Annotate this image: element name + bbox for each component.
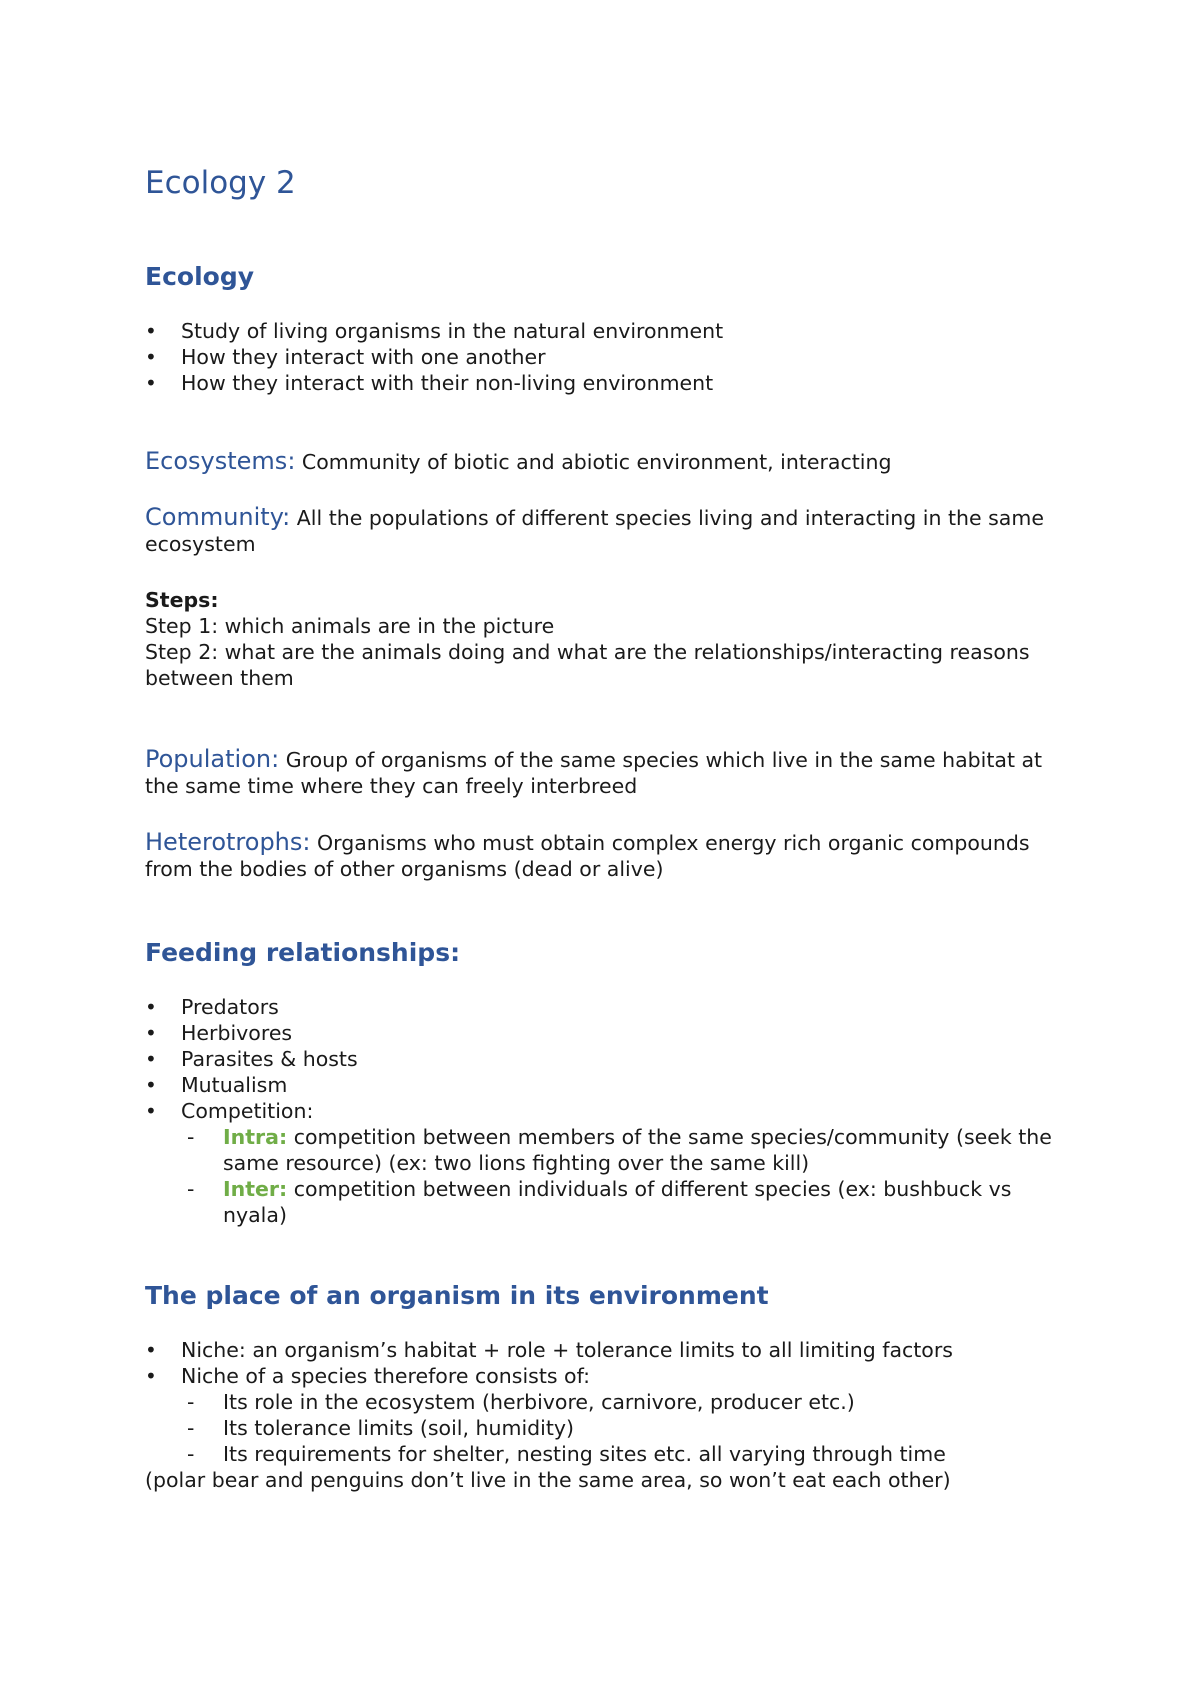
list-item: • Herbivores [145, 1020, 1075, 1046]
niche-note: (polar bear and penguins don’t live in the same area, so won’t eat each other) [145, 1468, 951, 1492]
term-heterotrophs: Heterotrophs: [145, 828, 311, 856]
list-item: - Its requirements for shelter, nesting sites etc. all varying through time [145, 1441, 1075, 1467]
term-ecosystems: Ecosystems: [145, 447, 296, 475]
list-item: - Its tolerance limits (soil, humidity) [145, 1415, 1075, 1441]
competition-intra [145, 1124, 1075, 1176]
list-item: • How they interact with one another [145, 344, 1075, 370]
ecology-list-block [145, 318, 1075, 396]
list-item: • Parasites & hosts [145, 1046, 1075, 1072]
list-item: - Its role in the ecosystem (herbivore, carnivore, producer etc.) [145, 1389, 1075, 1415]
term-community: Community: [145, 503, 291, 531]
list-item: • Study of living organisms in the natural environment [145, 318, 1075, 344]
term-population: Population: [145, 745, 280, 773]
list-item: • Mutualism [145, 1072, 1075, 1098]
feeding-list-block [145, 994, 1075, 1228]
step-2: Step 2: what are the animals doing and what are the relationships/interacting reasons between them [145, 640, 1030, 690]
ecology-list [145, 318, 1075, 396]
intra-text: competition between members of the same species/community (seek the same resource) (ex: two lions fighting over the same kill) [223, 1125, 1052, 1175]
section-heading-ecology: Ecology [145, 262, 255, 291]
steps-label: Steps: [145, 588, 219, 612]
definition-ecosystems: Community of biotic and abiotic environment, interacting [295, 450, 892, 474]
competition-sublist [145, 1124, 1075, 1228]
list-item: • Predators [145, 994, 1075, 1020]
list-item: • Niche: an organism’s habitat + role + tolerance limits to all limiting factors [145, 1337, 1075, 1363]
definition-population: Group of organisms of the same species which live in the same habitat at the same time where they can freely interbreed [145, 748, 1043, 798]
section-heading-feeding: Feeding relationships: [145, 938, 461, 967]
place-list [145, 1337, 1075, 1389]
community-definition [145, 504, 1075, 557]
definition-heterotrophs: Organisms who must obtain complex energy rich organic compounds from the bodies of other organisms (dead or alive) [145, 831, 1030, 881]
feeding-list [145, 994, 1075, 1124]
place-list-block [145, 1337, 1075, 1493]
inter-text: competition between individuals of different species (ex: bushbuck vs nyala) [223, 1177, 1012, 1227]
population-definition [145, 746, 1075, 799]
section-heading-place: The place of an organism in its environment [145, 1281, 769, 1310]
intra-label: Intra: [223, 1125, 288, 1149]
document-title: Ecology 2 [145, 165, 296, 201]
inter-label: Inter: [223, 1177, 288, 1201]
list-item: • How they interact with their non-living environment [145, 370, 1075, 396]
step-1: Step 1: which animals are in the picture [145, 614, 555, 638]
list-item: • Competition: [145, 1098, 1075, 1124]
steps-block [145, 587, 1075, 691]
competition-inter [145, 1176, 1075, 1228]
definition-community: All the populations of different species living and interacting in the same ecosystem [145, 506, 1044, 556]
list-item: • Niche of a species therefore consists of: [145, 1363, 1075, 1389]
ecosystems-definition [145, 448, 1075, 475]
heterotrophs-definition [145, 829, 1075, 882]
niche-sublist [145, 1389, 1075, 1467]
